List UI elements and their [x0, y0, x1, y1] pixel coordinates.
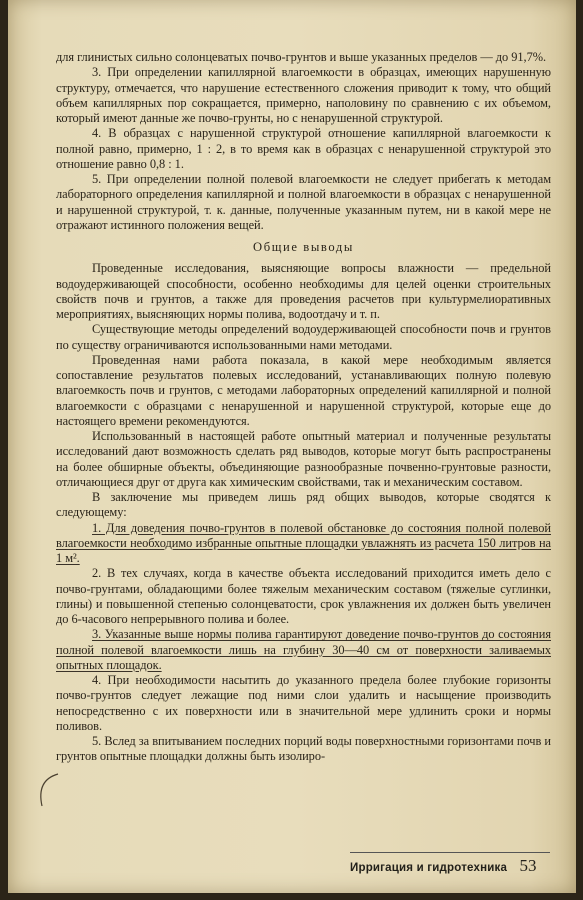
paragraph: для глинистых сильно солонцеватых почво-грунтов и выше указанных пределов — до 91,7%.: [56, 50, 547, 64]
conclusion-item-5: 5. Вслед за впитыванием последних порций воды поверхностными горизонтами почв и грунтов опытные площадки должны быть изолиро-: [56, 734, 551, 764]
conclusion-item-1: 1. Для доведения почво-грунтов в полевой обстановке до состояния полной полевой влагоемкости необходимо избранные опытные площадки увлажнять из расчета 150 литров на 1 м².: [56, 520, 551, 565]
page-body: [56, 50, 551, 765]
page-number: 53: [519, 856, 537, 875]
paragraph: Проведенные исследования, выясняющие вопросы влажности — предельной водоудерживающей способности, особенно необходимы для целей оценки строительных свойств почв и грунтов, а также для проведения расчетов при культурмелиоративных мероприятиях, выясняющих нормы полива, водоотдачу и т. п.: [56, 261, 551, 321]
paragraph: 5. При определении полной полевой влагоемкости не следует прибегать к методам лабораторного определения капиллярной и полной влагоемкости в образцах с ненарушенной и нарушенной структурой, т. к. данные, полученные указанным путем, ни в какой мере не отражают истинного положения вещей.: [56, 172, 551, 232]
journal-title: Ирригация и гидротехника: [350, 862, 508, 874]
conclusion-item-4: 4. При необходимости насытить до указанного предела более глубокие горизонты почво-грунтов следует лежащие под ними слои удалить и насыщение производить непосредственно с их поверхности или в значительной мере удлинить сроки и нормы поливов.: [56, 673, 551, 733]
handwritten-margin-mark: [34, 770, 64, 810]
paragraph: 3. При определении капиллярной влагоемкости в образцах, имеющих нарушенную структуру, отмечается, что нарушение естественного сложения приводит к тому, что общий объем капиллярных пор сокращается, примерно, наполовину по сравнению с их объемом, который имеют данные же почво-грунты, но с ненарушенной структурой.: [56, 65, 551, 125]
conclusion-item-2: 2. В тех случаях, когда в качестве объекта исследований приходится иметь дело с почво-грунтами, обладающими более тяжелым механическим составом (тяжелые суглинки, глины) и повышенной степенью солонцеватости, срок увлажнения их должен быть увеличен до 6-часового непрерывного полива и более.: [56, 566, 551, 626]
paragraph: Существующие методы определений водоудерживающей способности почв и грунтов по существу ограничиваются использованными нами методами.: [56, 322, 551, 352]
section-heading: Общие выводы: [253, 240, 354, 254]
paragraph: В заключение мы приведем лишь ряд общих выводов, которые сводятся к следующему:: [56, 490, 551, 520]
book-page: [8, 0, 576, 893]
paragraph: Проведенная нами работа показала, в какой мере необходимым является сопоставление результатов полевых исследований, устанавливающих полную полевую влагоемкость почв и грунтов, с методами лабораторных определений капиллярной и полной влагоемкости с образцами с ненарушенной и нарушенной структурой, которые еще до настоящего времени рекомендуются.: [56, 352, 551, 428]
paragraph: 4. В образцах с нарушенной структурой отношение капиллярной влагоемкости к полной равно, примерно, 1 : 2, в то время как в образцах с ненарушенной структурой это отношение равно 0,8 : 1.: [56, 126, 551, 171]
paragraph: Использованный в настоящей работе опытный материал и полученные результаты исследований дают возможность сделать ряд выводов, которые могут быть распространены на более обширные объекты, объединяющие разнообразные почвенно-грунтовые разности, отличающиеся друг от друга как химическим свойствами, так и механическим составом.: [56, 429, 551, 489]
conclusion-item-3: 3. Указанные выше нормы полива гарантируют доведение почво-грунтов до состояния полной полевой влагоемкости лишь на глубину 30—40 см от поверхности заливаемых опытных площадок.: [56, 627, 551, 672]
page-footer: [350, 852, 550, 876]
